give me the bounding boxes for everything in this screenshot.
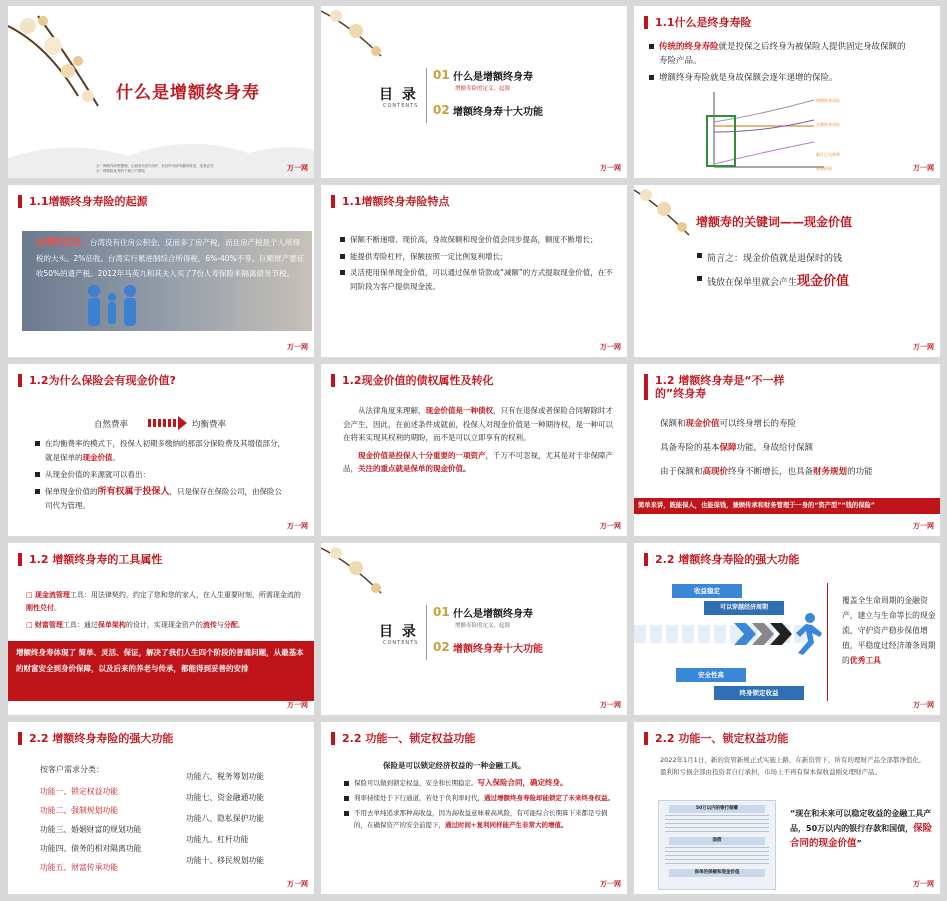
toc-item-1[interactable]: 什么是增额终身寿: [453, 72, 533, 83]
doc-section-title: 保单的保额和现金价值: [669, 869, 765, 877]
arrow-head-icon: [178, 416, 187, 430]
level-rate-label: 均衡费率: [192, 420, 227, 430]
policy-paragraph: 2022年1月1日，新的资管新规正式实施上路，在新资管下，所有的理财产品全部都净值化，盈利和亏损全部由投资者自行承担，市场上不再有保本保收益刚兑理财产品。: [660, 756, 926, 776]
function-item-left: 功能二、强制规划功能: [40, 806, 118, 815]
bullet-text: 从现金价值的来源就可以看出：: [34, 468, 286, 482]
tool-highlight: 分配: [223, 621, 238, 629]
bullet-highlight: 传统的终身寿险: [659, 42, 719, 52]
brand-logo: 万一网: [287, 522, 308, 530]
line-highlight: 保障: [719, 443, 737, 453]
cover-footnote-2: 万一网保险优秀的下载门户网站: [96, 169, 145, 173]
para-text: 从法律角度来理解，: [358, 406, 426, 415]
line-text: 终身不断增长，也具备: [728, 467, 814, 477]
slide-heading: 1.2 增额终身寿是“不一样的”终身寿: [644, 374, 804, 400]
line-text: 可以终身增长的寿险: [719, 419, 797, 429]
slide-heading: 1.2为什么保险会有现金价值?: [18, 374, 176, 387]
line-highlight: 高现价: [702, 467, 729, 477]
summary-bar: 简单来讲，既能保人，也能保钱，兼顾传承和财务管理于一身的“资产型”“钱的保险”: [634, 498, 940, 514]
toc-number-1: 01: [433, 605, 450, 619]
toc-number-2: 02: [433, 103, 450, 117]
slide-10-tool[interactable]: 1.2 增额终身寿的工具属性 □ 现金流管理工具：用法律契约，约定了您和您的家人，在人生重要时刻，所需现金流的刚性兑付。 □ 财富管理工具：通过保单架构的设计，实现现金资产的流传与分配。 增额终身寿体现了 简单、灵活、保证，解决了我们人生四个阶段的普通问题，从最基本的财富安全到身价保障，以及后来的养老与传承，都能得到妥善的安排 万一网: [8, 543, 314, 715]
feature-1: 保额不断递增、现价高，身故保额和现金价值会同步提高，额度不断增长；: [339, 233, 614, 247]
bullet-highlight: 写入保险合同，确定终身。: [477, 778, 568, 787]
bullet-text: 增额终身寿险就是身故保额会逐年递增的保险。: [659, 73, 838, 83]
bullet-text: 。: [112, 453, 120, 462]
legend-label: 累计已交保费: [816, 152, 840, 157]
tool-highlight: 保单架构: [97, 621, 126, 629]
tool-text: 的设计，实现现金资产的: [125, 621, 203, 629]
brand-logo: 万一网: [913, 164, 934, 172]
toc-item-1-sub: 增额寿险的定义、起源: [455, 623, 511, 629]
legend-label: 定额终身寿险: [816, 122, 840, 127]
classification-label: 按客户需求分类：: [40, 765, 104, 774]
brand-logo: 万一网: [913, 522, 934, 530]
slide-heading: 1.1增额终身寿险的起源: [18, 195, 148, 208]
brand-logo: 万一网: [287, 880, 308, 888]
bullet-text: ，只是保存在保险公司，由保险公司代为管理。: [45, 487, 283, 510]
toc-number-1: 01: [433, 68, 450, 82]
toc-number-2: 02: [433, 640, 450, 654]
line-text: 的功能: [847, 467, 873, 477]
plum-blossom-decoration: [8, 6, 138, 126]
slide-heading: 1.2 增额终身寿的工具属性: [18, 553, 162, 566]
slide-heading: 2.2 功能一、锁定权益功能: [644, 732, 788, 745]
feature-2: 能提供寿险杠杆，保额按照一定比例复利增长；: [339, 250, 614, 264]
doc-lines: [665, 815, 769, 835]
tool-highlight: 流传: [202, 621, 217, 629]
tool-text: 与: [216, 621, 224, 629]
line-text: 由于保额和: [660, 467, 703, 477]
para-highlight: 现金价值是一种债权: [425, 406, 493, 415]
function-item-right: 功能七、资金融通功能: [186, 793, 264, 802]
feature-box-4: 终身锁定收益: [714, 686, 804, 700]
legend-label: 现金价值: [816, 166, 832, 171]
slide-5-features[interactable]: [321, 185, 627, 357]
brand-logo: 万一网: [600, 164, 621, 172]
function-item-left: 功能三、婚姻财富的规划功能: [40, 825, 142, 834]
line-text: 功能，身故给付保额: [736, 443, 814, 453]
bullet-text: 保单现金价值的: [45, 487, 98, 496]
brand-logo: 万一网: [600, 343, 621, 351]
toc-subtitle: CONTENTS: [383, 103, 419, 109]
keyword-highlight: 现金价值: [797, 274, 850, 289]
slide-4-origin[interactable]: [8, 185, 314, 357]
function-item-left: 功能五、财富传承功能: [40, 863, 118, 872]
para-text: ，只有在退保或者保险合同解除时才会产生，因此，在前述条件成就前，投保人对现金价值是一种期待权，是一种可以在将来实现其权利的期盼，而不是可以立即享有的权利。: [343, 406, 613, 442]
bullet-text: 就是投保之后终身为被保险人提供固定身故保额的寿险产品。: [659, 42, 906, 66]
bullet-highlight: 通过增额终身寿险却能锁定了未来终身权益。: [484, 794, 614, 802]
quote-text: “现在和未来可以稳定收益的金融工具产品，50万以内的银行存款和国债，: [790, 809, 932, 833]
legend-label: 增额终身寿险: [816, 98, 840, 103]
plum-blossom-decoration: [321, 6, 401, 66]
tool-highlight: 刚性兑付: [26, 604, 54, 612]
natural-rate-label: 自然费率: [94, 420, 129, 430]
toc-item-1[interactable]: 什么是增额终身寿: [453, 609, 533, 620]
slide-heading: 1.1什么是终身寿险: [644, 16, 752, 29]
brand-logo: 万一网: [287, 343, 308, 351]
quote-text: ”: [856, 839, 862, 848]
slide-2-toc[interactable]: [321, 6, 627, 178]
function-list-left: [40, 782, 141, 877]
function-item-right: 功能六、税务筹划功能: [186, 772, 264, 781]
bullet-text: 不用去单纯追求那种高收益，因为高收益意味着高风险，有可能综合长期算下来都是亏损的，在确保资产的安全前提下，: [354, 809, 608, 829]
feature-box-1: 收益稳定: [672, 584, 742, 598]
brand-logo: 万一网: [913, 701, 934, 709]
toc-item-2[interactable]: 增额终身寿十大功能: [453, 107, 543, 118]
tool-text: 工具：用法律契约，约定了您和您的家人，在人生重要时刻，所需现金流的: [69, 591, 301, 599]
slide-11-toc[interactable]: [321, 543, 627, 715]
line-text: 具备寿险的基本: [660, 443, 720, 453]
brand-logo: 万一网: [913, 880, 934, 888]
tool-text: 工具：通过: [62, 621, 98, 629]
slide-6-keyword[interactable]: [634, 185, 940, 357]
doc-lines: [665, 847, 769, 867]
toc-subtitle: CONTENTS: [383, 640, 419, 646]
toc-divider: [426, 605, 427, 660]
bullet-highlight: 所有权属于投保人: [97, 487, 170, 497]
intro-line: 保险是可以锁定经济权益的一种金融工具。: [383, 761, 526, 770]
line-highlight: 财务规划: [813, 467, 848, 477]
tool-title: 财富管理: [34, 621, 63, 629]
ink-mountain-decoration: [8, 118, 314, 178]
feature-box-2: 可以穿越经济周期: [704, 601, 784, 615]
brand-logo: 万一网: [600, 522, 621, 530]
brand-logo: 万一网: [600, 880, 621, 888]
slide-3-whole-life[interactable]: [634, 6, 940, 178]
function-item-left: 功能一、锁定权益功能: [40, 787, 118, 796]
slide-7-why-cash-value[interactable]: [8, 364, 314, 536]
slide-1-cover[interactable]: [8, 6, 314, 178]
slide-13-ten-functions[interactable]: [8, 722, 314, 894]
bullet-text: 保险可以做到锁定权益，安全和长期稳定。: [354, 779, 478, 787]
cover-footnote-1: 万一网制作收集整理，记载虽有部分同P，未经许可请勿翻用转发，违者必究: [96, 164, 214, 168]
keyword-title: 增额寿的关键词——现金价值: [696, 215, 853, 229]
slide-8-debt-attribute[interactable]: [321, 364, 627, 536]
bullet-text: 在均衡费率的模式下，投保人初期多缴纳的那部分保险费及其增值部分，就是保单的: [45, 439, 285, 462]
toc-item-2[interactable]: 增额终身寿十大功能: [453, 644, 543, 655]
para-text: ，千万不可忽视，尤其是对于非保障产品，: [343, 450, 613, 473]
function-item-right: 功能八、隐私保护功能: [186, 814, 264, 823]
keyword-point-2: 钱放在保单里就会产生: [707, 278, 798, 288]
brand-logo: 万一网: [287, 164, 308, 172]
family-icon: [82, 283, 152, 328]
toc-divider: [426, 68, 427, 123]
function-list-right: [186, 766, 264, 871]
bullet-highlight: 现金价值: [82, 453, 113, 462]
function-item-left: 功能四、债务的相对隔离功能: [40, 844, 142, 853]
brand-logo: 万一网: [913, 343, 934, 351]
line-highlight: 现金价值: [685, 419, 720, 429]
slide-9-different[interactable]: [634, 364, 940, 536]
para-highlight: 关注的重点就是保单的现金价值。: [358, 464, 471, 473]
feature-3: 灵活使用保单现金价值，可以通过保单贷款或“减额”的方式提取现金价值，在不同阶段为客户提供现金流。: [339, 266, 614, 293]
arrow-icon: [148, 419, 178, 427]
summary-bar: 增额终身寿体现了 简单、灵活、保证，解决了我们人生四个阶段的普通问题，从最基本的财富安全到身价保障，以及后来的养老与传承，都能得到妥善的安排: [8, 641, 314, 701]
side-divider: [827, 583, 828, 701]
function-item-right: 功能九、杠杆功能: [186, 835, 249, 844]
tool-text: 。: [237, 621, 245, 629]
toc-title: 目 录: [379, 87, 418, 103]
line-text: 保额和: [660, 419, 686, 429]
slide-heading: 2.2 增额终身寿险的强大功能: [644, 553, 799, 566]
tool-text: 。: [54, 604, 61, 612]
toc-item-1-sub: 增额寿险的定义、起源: [455, 86, 511, 92]
origin-body: 台湾没有住房公积金，反而多了房产税，而且房产税是个人所得税的大头。2%征收。台湾实行累进制综合所得税，6%-40%不等。巨额财产要征收50%的遗产税。2012年马英九和其夫人买了7份人寿保险来隔离债务节税。: [36, 238, 305, 278]
growth-chart: [704, 92, 824, 172]
bullet-text: 利率持续处于下行通道，若处于负利率时代，: [354, 794, 484, 802]
plum-blossom-decoration: [321, 543, 401, 603]
para-highlight: 现金价值是投保人十分重要的一项资产: [358, 450, 486, 460]
side-text: 覆盖全生命周期的金融资产，建立与生命等长的现金流，守护资产稳步保值增值，平稳度过经济萧条周期的: [842, 596, 936, 665]
quote-highlight: 保险合同的现金价值: [790, 823, 933, 849]
slide-12-power[interactable]: [634, 543, 940, 715]
feature-box-3: 安全性高: [676, 668, 746, 682]
document-image: [658, 800, 776, 890]
keyword-point-1: 简言之：现金价值就是退保时的钱: [696, 249, 931, 269]
plum-blossom-decoration: [634, 185, 704, 240]
cover-title: 什么是增额终身寿: [116, 83, 260, 103]
toc-title: 目 录: [379, 624, 418, 640]
runner-icon: [784, 613, 824, 655]
doc-section-title: 国债: [669, 837, 765, 845]
brand-logo: 万一网: [287, 701, 308, 709]
slide-15-lock-rights-detail[interactable]: [634, 722, 940, 894]
tool-title: 现金流管理: [34, 591, 70, 599]
slide-heading: 1.2现金价值的债权属性及转化: [331, 374, 494, 387]
side-highlight: 优秀工具: [849, 656, 881, 665]
doc-section-title: 50万以内的银行储蓄: [669, 805, 765, 813]
brand-logo: 万一网: [600, 701, 621, 709]
bullet-highlight: 通过时间+复利同样能产生非常大的增值。: [445, 821, 568, 829]
slide-heading: 2.2 增额终身寿险的强大功能: [18, 732, 173, 745]
slide-14-lock-rights[interactable]: [321, 722, 627, 894]
function-item-right: 功能十、移民规划功能: [186, 856, 264, 865]
slide-heading: 1.1增额终身寿险特点: [331, 195, 450, 208]
slide-heading: 2.2 功能一、锁定权益功能: [331, 732, 475, 745]
highlight-text: 台湾的过去：: [36, 238, 91, 248]
